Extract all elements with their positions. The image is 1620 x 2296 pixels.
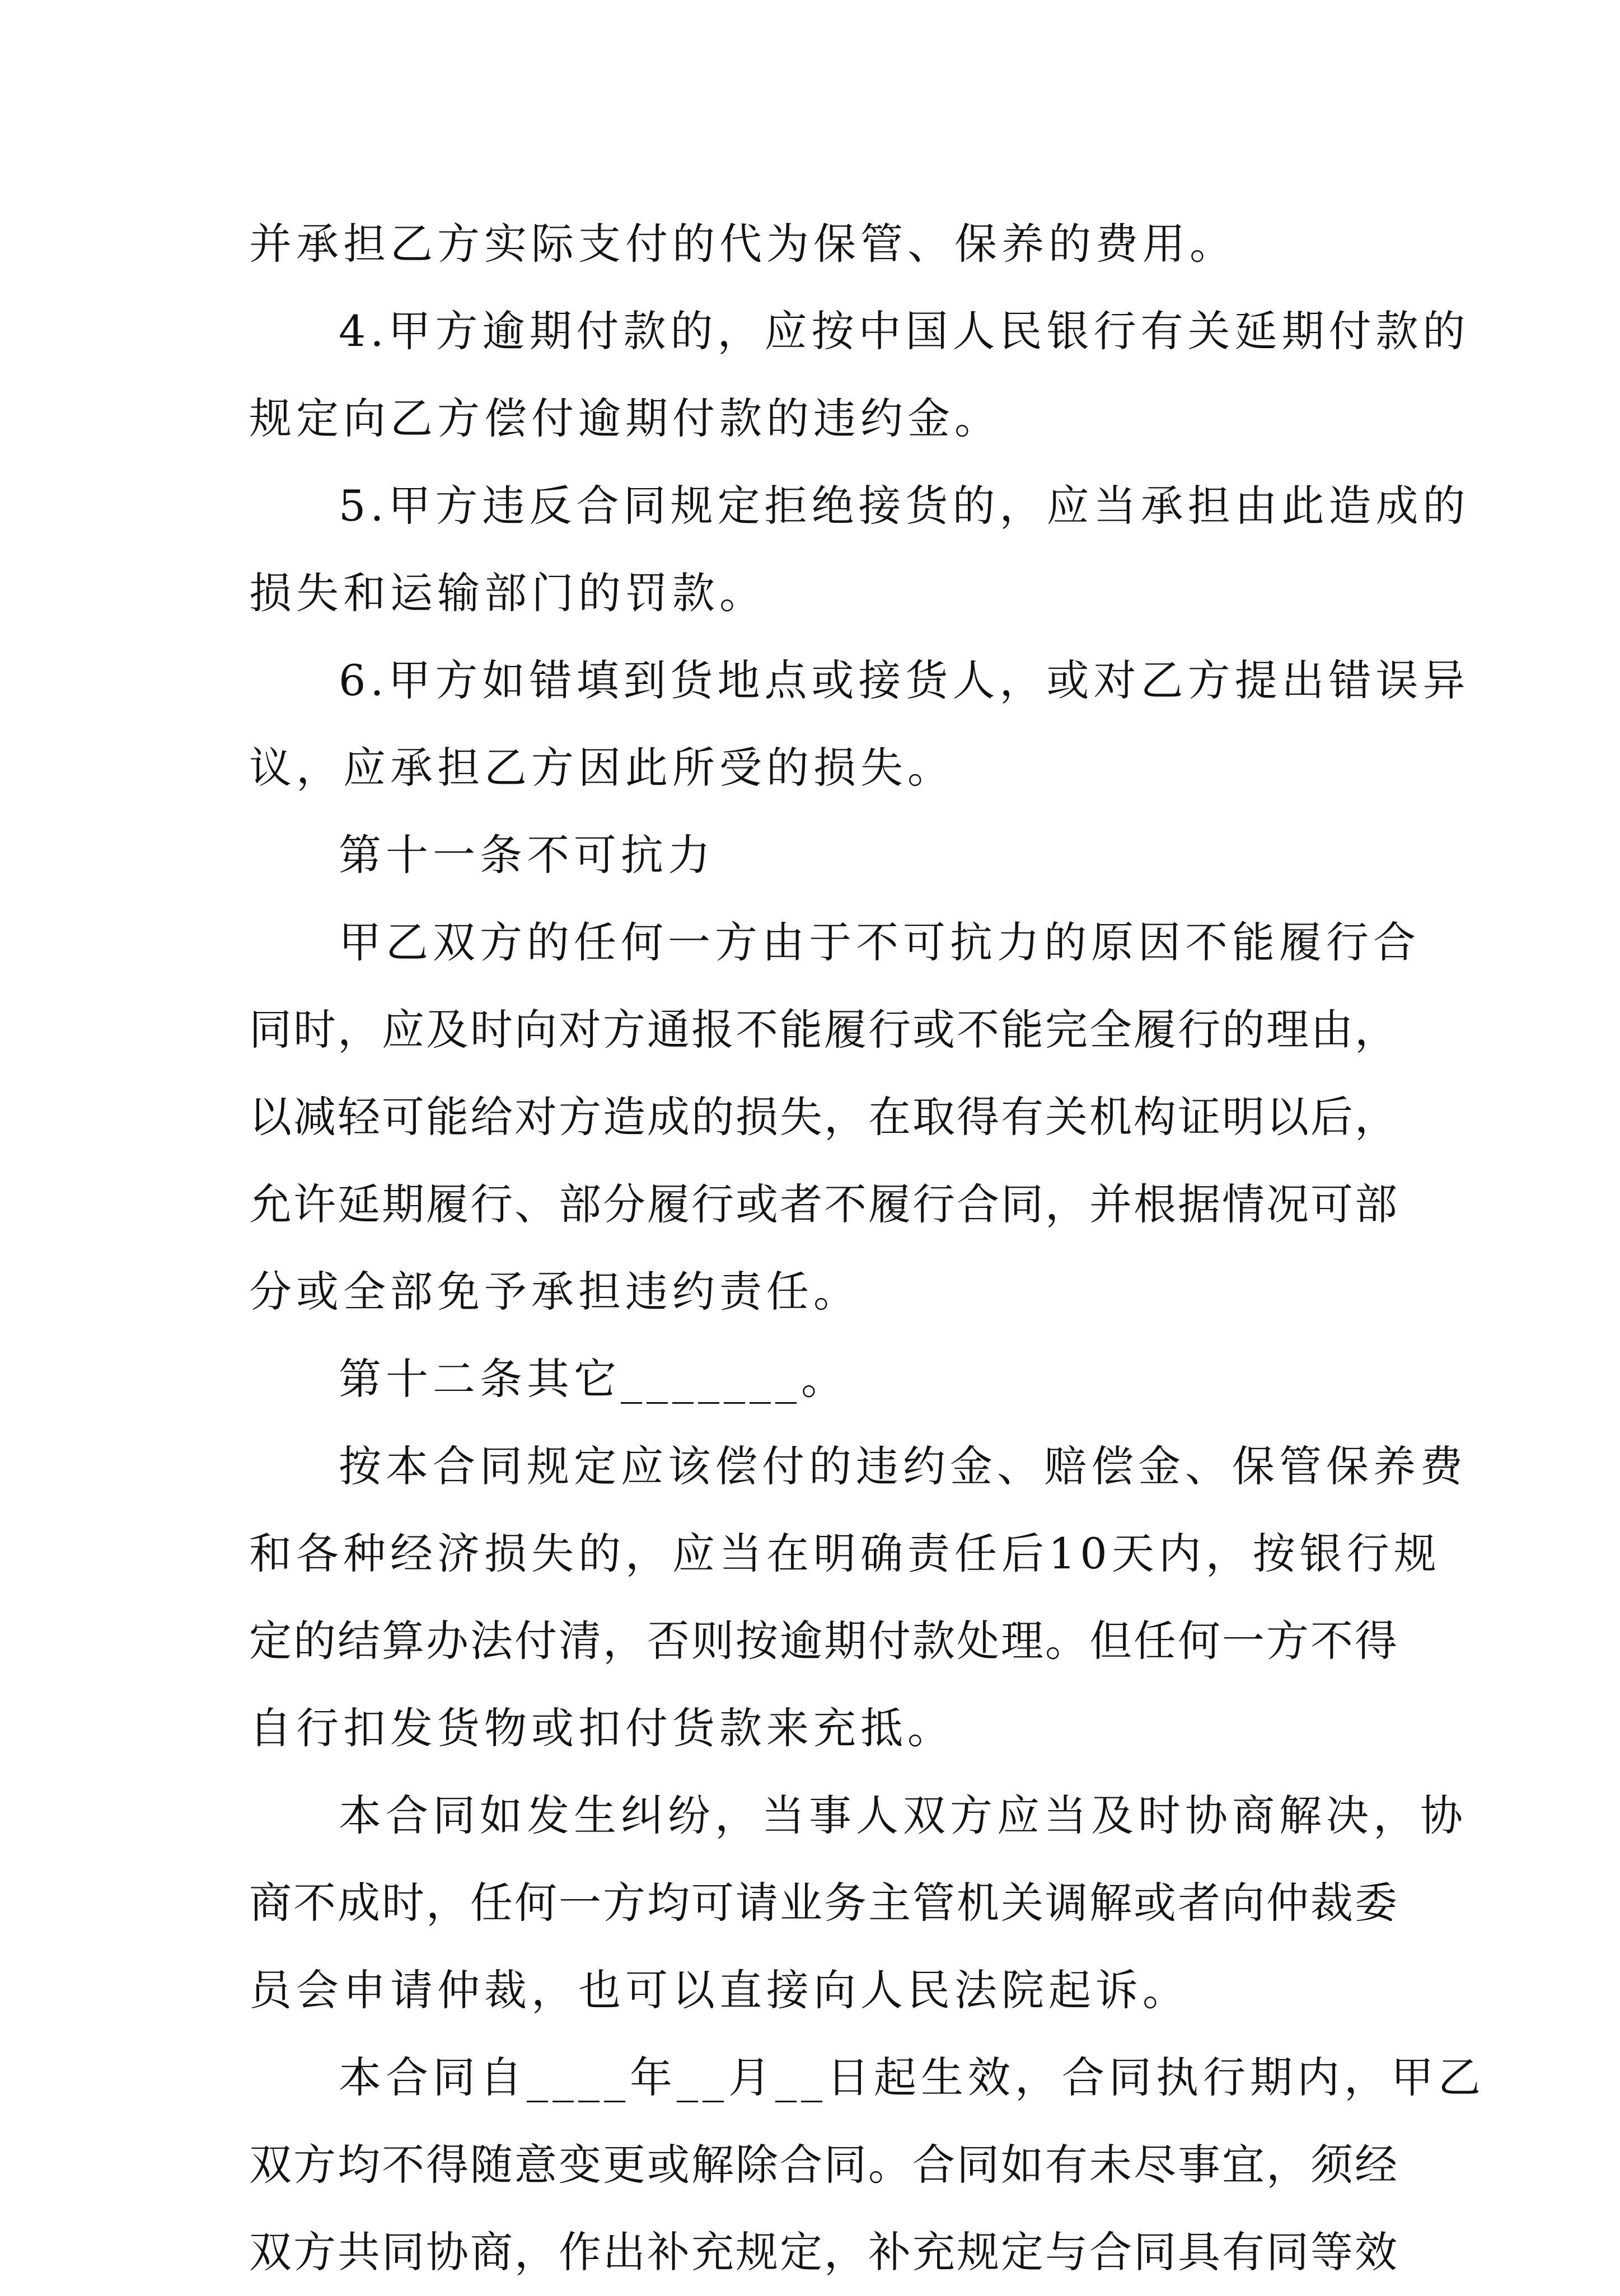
text-line: 损失和运输部门的罚款。 bbox=[249, 568, 766, 618]
section-heading: 第十二条其它_______。 bbox=[339, 1354, 848, 1404]
text-line: 双方共同协商，作出补充规定，补充规定与合同具有同等效 bbox=[249, 2227, 1399, 2277]
text-line: 自行扣发货物或扣付货款来充抵。 bbox=[249, 1703, 954, 1753]
text-line: 定的结算办法付清，否则按逾期付款处理。但任何一方不得 bbox=[249, 1616, 1399, 1666]
text-line: 以减轻可能给对方造成的损失，在取得有关机构证明以后， bbox=[249, 1092, 1399, 1142]
text-line: 4.甲方逾期付款的，应按中国人民银行有关延期付款的 bbox=[339, 306, 1470, 356]
text-line: 本合同自____年__月__日起生效，合同执行期内，甲乙 bbox=[339, 2053, 1485, 2102]
text-line: 员会申请仲裁，也可以直接向人民法院起诉。 bbox=[249, 1965, 1190, 2015]
text-line: 甲乙双方的任何一方由于不可抗力的原因不能履行合 bbox=[339, 917, 1420, 967]
text-line: 商不成时，任何一方均可请业务主管机关调解或者向仲裁委 bbox=[249, 1878, 1399, 1928]
text-line: 按本合同规定应该偿付的违约金、赔偿金、保管保养费 bbox=[339, 1441, 1467, 1491]
section-heading: 第十一条不可抗力 bbox=[339, 830, 715, 880]
text-line: 并承担乙方实际支付的代为保管、保养的费用。 bbox=[249, 219, 1237, 269]
text-line: 和各种经济损失的，应当在明确责任后10天内，按银行规 bbox=[249, 1529, 1441, 1578]
text-line: 本合同如发生纠纷，当事人双方应当及时协商解决，协 bbox=[339, 1791, 1467, 1840]
text-line: 允许延期履行、部分履行或者不履行合同，并根据情况可部 bbox=[249, 1179, 1399, 1229]
text-line: 分或全部免予承担违约责任。 bbox=[249, 1267, 860, 1316]
text-line: 规定向乙方偿付逾期付款的违约金。 bbox=[249, 393, 1001, 443]
text-line: 双方均不得随意变更或解除合同。合同如有未尽事宜，须经 bbox=[249, 2140, 1399, 2190]
text-line: 同时，应及时向对方通报不能履行或不能完全履行的理由， bbox=[249, 1005, 1399, 1055]
text-line: 5.甲方违反合同规定拒绝接货的，应当承担由此造成的 bbox=[339, 481, 1470, 531]
text-line: 6.甲方如错填到货地点或接货人，或对乙方提出错误异 bbox=[339, 655, 1470, 705]
text-line: 议，应承担乙方因此所受的损失。 bbox=[249, 743, 954, 793]
contract-text bbox=[249, 200, 1485, 2296]
